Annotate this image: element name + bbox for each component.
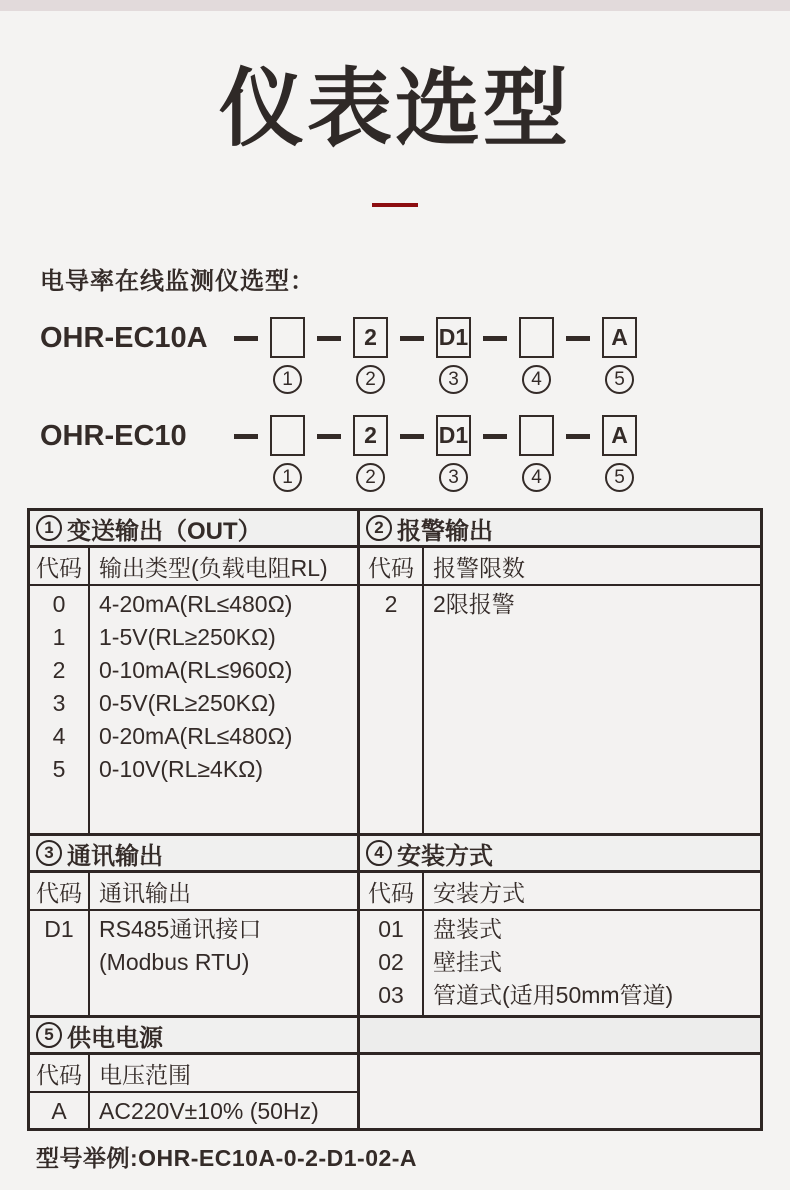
dash-separator bbox=[566, 336, 590, 341]
desc-column bbox=[90, 1093, 357, 1128]
code-cell: 0 bbox=[52, 591, 66, 618]
selector-heading: 电导率在线监测仪选型： bbox=[40, 268, 315, 296]
circled-number-icon: 5 bbox=[605, 463, 634, 492]
model-slot-group-1 bbox=[270, 415, 305, 492]
dash-separator bbox=[317, 434, 341, 439]
code-cell: 3 bbox=[52, 690, 66, 717]
selection-table bbox=[27, 508, 763, 1131]
empty-body-cell bbox=[360, 1055, 760, 1128]
dash-separator bbox=[483, 434, 507, 439]
column-header-row bbox=[360, 548, 760, 586]
code-cell: 01 bbox=[378, 916, 404, 943]
section-power-supply bbox=[30, 1018, 360, 1128]
circled-number-icon: 5 bbox=[605, 365, 634, 394]
dash-separator bbox=[234, 434, 258, 439]
model-slot-group-4 bbox=[519, 415, 554, 492]
circled-number-icon: 1 bbox=[273, 463, 302, 492]
column-header-code: 代码 bbox=[30, 873, 90, 909]
model-slot-box: D1 bbox=[436, 415, 471, 456]
model-slot-group-3 bbox=[436, 317, 471, 394]
model-slot-group-3 bbox=[436, 415, 471, 492]
section-title bbox=[30, 836, 357, 873]
page-title: 仪表选型 bbox=[218, 62, 571, 157]
desc-column bbox=[90, 911, 357, 1015]
section-title bbox=[360, 836, 760, 873]
section-title bbox=[30, 511, 357, 548]
dash-separator bbox=[483, 336, 507, 341]
column-header-row bbox=[30, 873, 357, 911]
code-cell: 2 bbox=[52, 657, 66, 684]
section-transmit-output bbox=[30, 511, 360, 833]
section-mounting bbox=[360, 836, 760, 1015]
desc-cell: 1-5V(RL≥250KΩ) bbox=[99, 624, 276, 651]
desc-cell: 盘装式 bbox=[433, 916, 502, 943]
desc-cell: 管道式(适用50mm管道) bbox=[433, 982, 674, 1009]
table-body bbox=[30, 911, 357, 1015]
desc-cell: 壁挂式 bbox=[433, 949, 502, 976]
dash-separator bbox=[400, 336, 424, 341]
title-underline-dash bbox=[372, 203, 418, 207]
table-body bbox=[30, 586, 357, 833]
table-block-3 bbox=[30, 1015, 760, 1128]
code-cell: 03 bbox=[378, 982, 404, 1009]
column-header-desc: 报警限数 bbox=[433, 554, 525, 581]
dash-separator bbox=[234, 336, 258, 341]
model-slot-box bbox=[519, 415, 554, 456]
empty-header-cell bbox=[360, 1018, 760, 1055]
desc-cell: AC220V±10% (50Hz) bbox=[99, 1098, 319, 1125]
desc-cell: RS485通讯接口 bbox=[99, 916, 262, 943]
section-title bbox=[360, 511, 760, 548]
model-example-text: 型号举例:OHR-EC10A-0-2-D1-02-A bbox=[36, 1145, 418, 1172]
code-cell: 02 bbox=[378, 949, 404, 976]
circled-number-icon: 3 bbox=[439, 365, 468, 394]
desc-column bbox=[90, 586, 357, 833]
section-title-text: 安装方式 bbox=[397, 842, 493, 870]
column-header-code: 代码 bbox=[360, 873, 424, 909]
empty-table-area bbox=[360, 1018, 760, 1128]
table-block-2 bbox=[30, 833, 760, 1015]
dash-separator bbox=[566, 434, 590, 439]
section-title-text: 通讯输出 bbox=[67, 842, 163, 870]
circled-number-icon: 5 bbox=[36, 1022, 62, 1048]
circled-number-icon: 4 bbox=[522, 365, 551, 394]
model-slot-group-5 bbox=[602, 317, 637, 394]
model-slot-group-2 bbox=[353, 317, 388, 394]
model-slot-box: 2 bbox=[353, 317, 388, 358]
model-slot-box bbox=[519, 317, 554, 358]
table-body bbox=[360, 911, 760, 1015]
table-block-1 bbox=[30, 511, 760, 833]
desc-column bbox=[424, 911, 760, 1015]
model-code-line-ec10a bbox=[40, 317, 790, 394]
model-slot-group-4 bbox=[519, 317, 554, 394]
desc-cell: 0-20mA(RL≤480Ω) bbox=[99, 723, 293, 750]
model-slot-box: D1 bbox=[436, 317, 471, 358]
desc-cell: 0-10V(RL≥4KΩ) bbox=[99, 756, 264, 783]
column-header-code: 代码 bbox=[30, 1055, 90, 1091]
section-title bbox=[30, 1018, 357, 1055]
circled-number-icon: 1 bbox=[36, 515, 62, 541]
desc-cell: 4-20mA(RL≤480Ω) bbox=[99, 591, 293, 618]
model-slot-group-5 bbox=[602, 415, 637, 492]
code-cell: 5 bbox=[52, 756, 66, 783]
model-slot-group-1 bbox=[270, 317, 305, 394]
column-header-code: 代码 bbox=[30, 548, 90, 584]
model-slot-box bbox=[270, 317, 305, 358]
circled-number-icon: 4 bbox=[522, 463, 551, 492]
code-column bbox=[30, 1093, 90, 1128]
column-header-row bbox=[30, 548, 357, 586]
model-slot-box: A bbox=[602, 317, 637, 358]
dash-separator bbox=[317, 336, 341, 341]
code-cell: 1 bbox=[52, 624, 66, 651]
table-body bbox=[360, 586, 760, 833]
desc-cell: 0-5V(RL≥250KΩ) bbox=[99, 690, 276, 717]
section-comm-output bbox=[30, 836, 360, 1015]
code-cell: D1 bbox=[44, 916, 74, 943]
circled-number-icon: 2 bbox=[366, 515, 392, 541]
desc-cell: 2限报警 bbox=[433, 591, 515, 618]
code-column bbox=[360, 911, 424, 1015]
column-header-row bbox=[360, 873, 760, 911]
column-header-code: 代码 bbox=[360, 548, 424, 584]
circled-number-icon: 3 bbox=[439, 463, 468, 492]
circled-number-icon: 2 bbox=[356, 365, 385, 394]
top-accent-band bbox=[0, 0, 790, 11]
dash-separator bbox=[400, 434, 424, 439]
column-header-desc: 通讯输出 bbox=[99, 879, 191, 906]
code-column bbox=[30, 586, 90, 833]
circled-number-icon: 1 bbox=[273, 365, 302, 394]
model-slot-box: A bbox=[602, 415, 637, 456]
model-name: OHR-EC10A bbox=[40, 322, 208, 355]
column-header-desc: 安装方式 bbox=[433, 879, 525, 906]
model-selector-section bbox=[40, 261, 790, 492]
code-cell: 4 bbox=[52, 723, 66, 750]
section-title-text: 报警输出 bbox=[397, 517, 493, 545]
model-code-line-ec10 bbox=[40, 415, 790, 492]
code-column bbox=[30, 911, 90, 1015]
code-column bbox=[360, 586, 424, 833]
model-slot-group-2 bbox=[353, 415, 388, 492]
model-slot-box: 2 bbox=[353, 415, 388, 456]
section-title-text: 供电电源 bbox=[67, 1024, 163, 1052]
column-header-desc: 电压范围 bbox=[99, 1061, 191, 1088]
desc-cell: 0-10mA(RL≤960Ω) bbox=[99, 657, 293, 684]
section-title-text: 变送输出（OUT） bbox=[67, 517, 262, 545]
desc-cell: (Modbus RTU) bbox=[99, 949, 250, 976]
code-cell: A bbox=[51, 1098, 67, 1125]
circled-number-icon: 3 bbox=[36, 840, 62, 866]
column-header-row bbox=[30, 1055, 357, 1093]
section-alarm-output bbox=[360, 511, 760, 833]
column-header-desc: 输出类型(负载电阻RL) bbox=[99, 554, 328, 581]
circled-number-icon: 2 bbox=[356, 463, 385, 492]
model-slot-box bbox=[270, 415, 305, 456]
model-name: OHR-EC10 bbox=[40, 420, 187, 453]
table-body bbox=[30, 1093, 357, 1128]
circled-number-icon: 4 bbox=[366, 840, 392, 866]
code-cell: 2 bbox=[384, 591, 398, 618]
desc-column bbox=[424, 586, 760, 833]
